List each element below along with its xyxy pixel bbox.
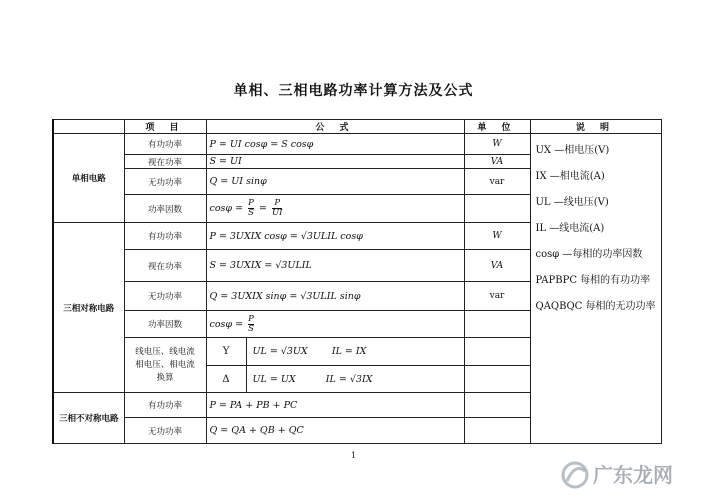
numerator: P (248, 313, 254, 324)
row-formula-delta (206, 366, 464, 393)
fraction (248, 315, 254, 334)
row-unit: VA (464, 250, 530, 282)
row-formula: S = UI (206, 155, 464, 169)
formula-lhs: cosφ = (209, 318, 244, 330)
watermark-swirl (563, 463, 587, 487)
row-item-conversion: 线电压、线电流相电压、相电流换算 (124, 338, 206, 393)
row-formula-star (206, 338, 464, 366)
row-item: 视在功率 (124, 250, 206, 282)
note-phase-voltage: UX —相电压(V) (535, 145, 610, 156)
delta-subtable (207, 366, 464, 392)
denominator: UI (271, 208, 283, 218)
star-formula: UL = √3UX IL = IX (252, 346, 367, 357)
page-number: 1 (350, 451, 357, 460)
note-power-factor: cosφ —每相的功率因数 (535, 249, 643, 260)
delta-symbol: Δ (207, 366, 247, 392)
note-line-voltage: UL —线电压(V) (535, 197, 609, 208)
row-item: 有功功率 (124, 223, 206, 250)
section-single-phase: 单相电路 (53, 134, 124, 223)
numerator: P (248, 198, 254, 208)
note-active-power: PAPBPC 每相的有功功率 (535, 275, 651, 286)
header-row (53, 120, 661, 134)
watermark-text: 广东龙网 (593, 463, 673, 487)
row-formula: P = 3UXIX cosφ = √3ULIL cosφ (206, 223, 464, 250)
watermark-logo (555, 455, 705, 495)
section-three-phase-symmetric: 三相对称电路 (53, 223, 124, 393)
row-formula: Q = 3UXIX sinφ = √3ULIL sinφ (206, 282, 464, 311)
row-item: 有功功率 (124, 134, 206, 155)
row-item: 视在功率 (124, 155, 206, 169)
row-formula-fraction (206, 311, 464, 338)
row-item: 有功功率 (124, 393, 206, 418)
row-item: 无功功率 (124, 418, 206, 444)
row-formula: P = PA + PB + PC (206, 393, 464, 418)
row-item: 无功功率 (124, 169, 206, 195)
denominator: S (248, 208, 254, 218)
row-unit: W (464, 223, 530, 250)
row-item: 功率因数 (124, 311, 206, 338)
row-item: 无功功率 (124, 282, 206, 311)
row-formula: Q = QA + QB + QC (206, 418, 464, 444)
power-formula-table (52, 119, 662, 444)
header-unit: 单 位 (464, 120, 530, 134)
header-item: 项 目 (124, 120, 206, 134)
star-subtable (207, 338, 464, 365)
row-formula: P = UI cosφ = S cosφ (206, 134, 464, 155)
row-unit: VA (464, 155, 530, 169)
row-unit-empty (464, 311, 530, 338)
header-blank (53, 120, 124, 134)
delta-formula: UL = UX IL = √3IX (252, 373, 373, 385)
row-formula: S = 3UXIX = √3ULIL (206, 250, 464, 282)
row-unit: W (464, 134, 530, 155)
notes-column (530, 134, 661, 444)
row-formula-fraction (206, 195, 464, 223)
note-reactive-power: QAQBQC 每相的无功功率 (535, 301, 656, 312)
row-item: 功率因数 (124, 195, 206, 223)
note-phase-current: IX —相电流(A) (535, 171, 605, 182)
section-three-phase-asymmetric: 三相不对称电路 (53, 393, 124, 444)
row-unit-empty (464, 195, 530, 223)
row-unit-empty (464, 418, 530, 444)
header-formula: 公 式 (206, 120, 464, 134)
equals-sign: = (258, 203, 267, 214)
header-note: 说 明 (530, 120, 661, 134)
row-formula: Q = UI sinφ (206, 169, 464, 195)
numerator: P (274, 198, 281, 208)
row-unit-empty (464, 338, 530, 366)
page-title: 单相、三相电路功率计算方法及公式 (233, 83, 474, 99)
fraction (272, 199, 283, 218)
fraction (248, 199, 254, 218)
formula-lhs: cosφ = (209, 203, 244, 214)
row-unit: var (464, 169, 530, 195)
denominator: S (248, 323, 254, 334)
row-unit-empty (464, 366, 530, 393)
row-unit: var (464, 282, 530, 311)
row-unit-empty (464, 393, 530, 418)
star-symbol: Y (207, 338, 247, 365)
note-line-current: IL —线电流(A) (535, 223, 605, 234)
table-row (53, 134, 661, 155)
